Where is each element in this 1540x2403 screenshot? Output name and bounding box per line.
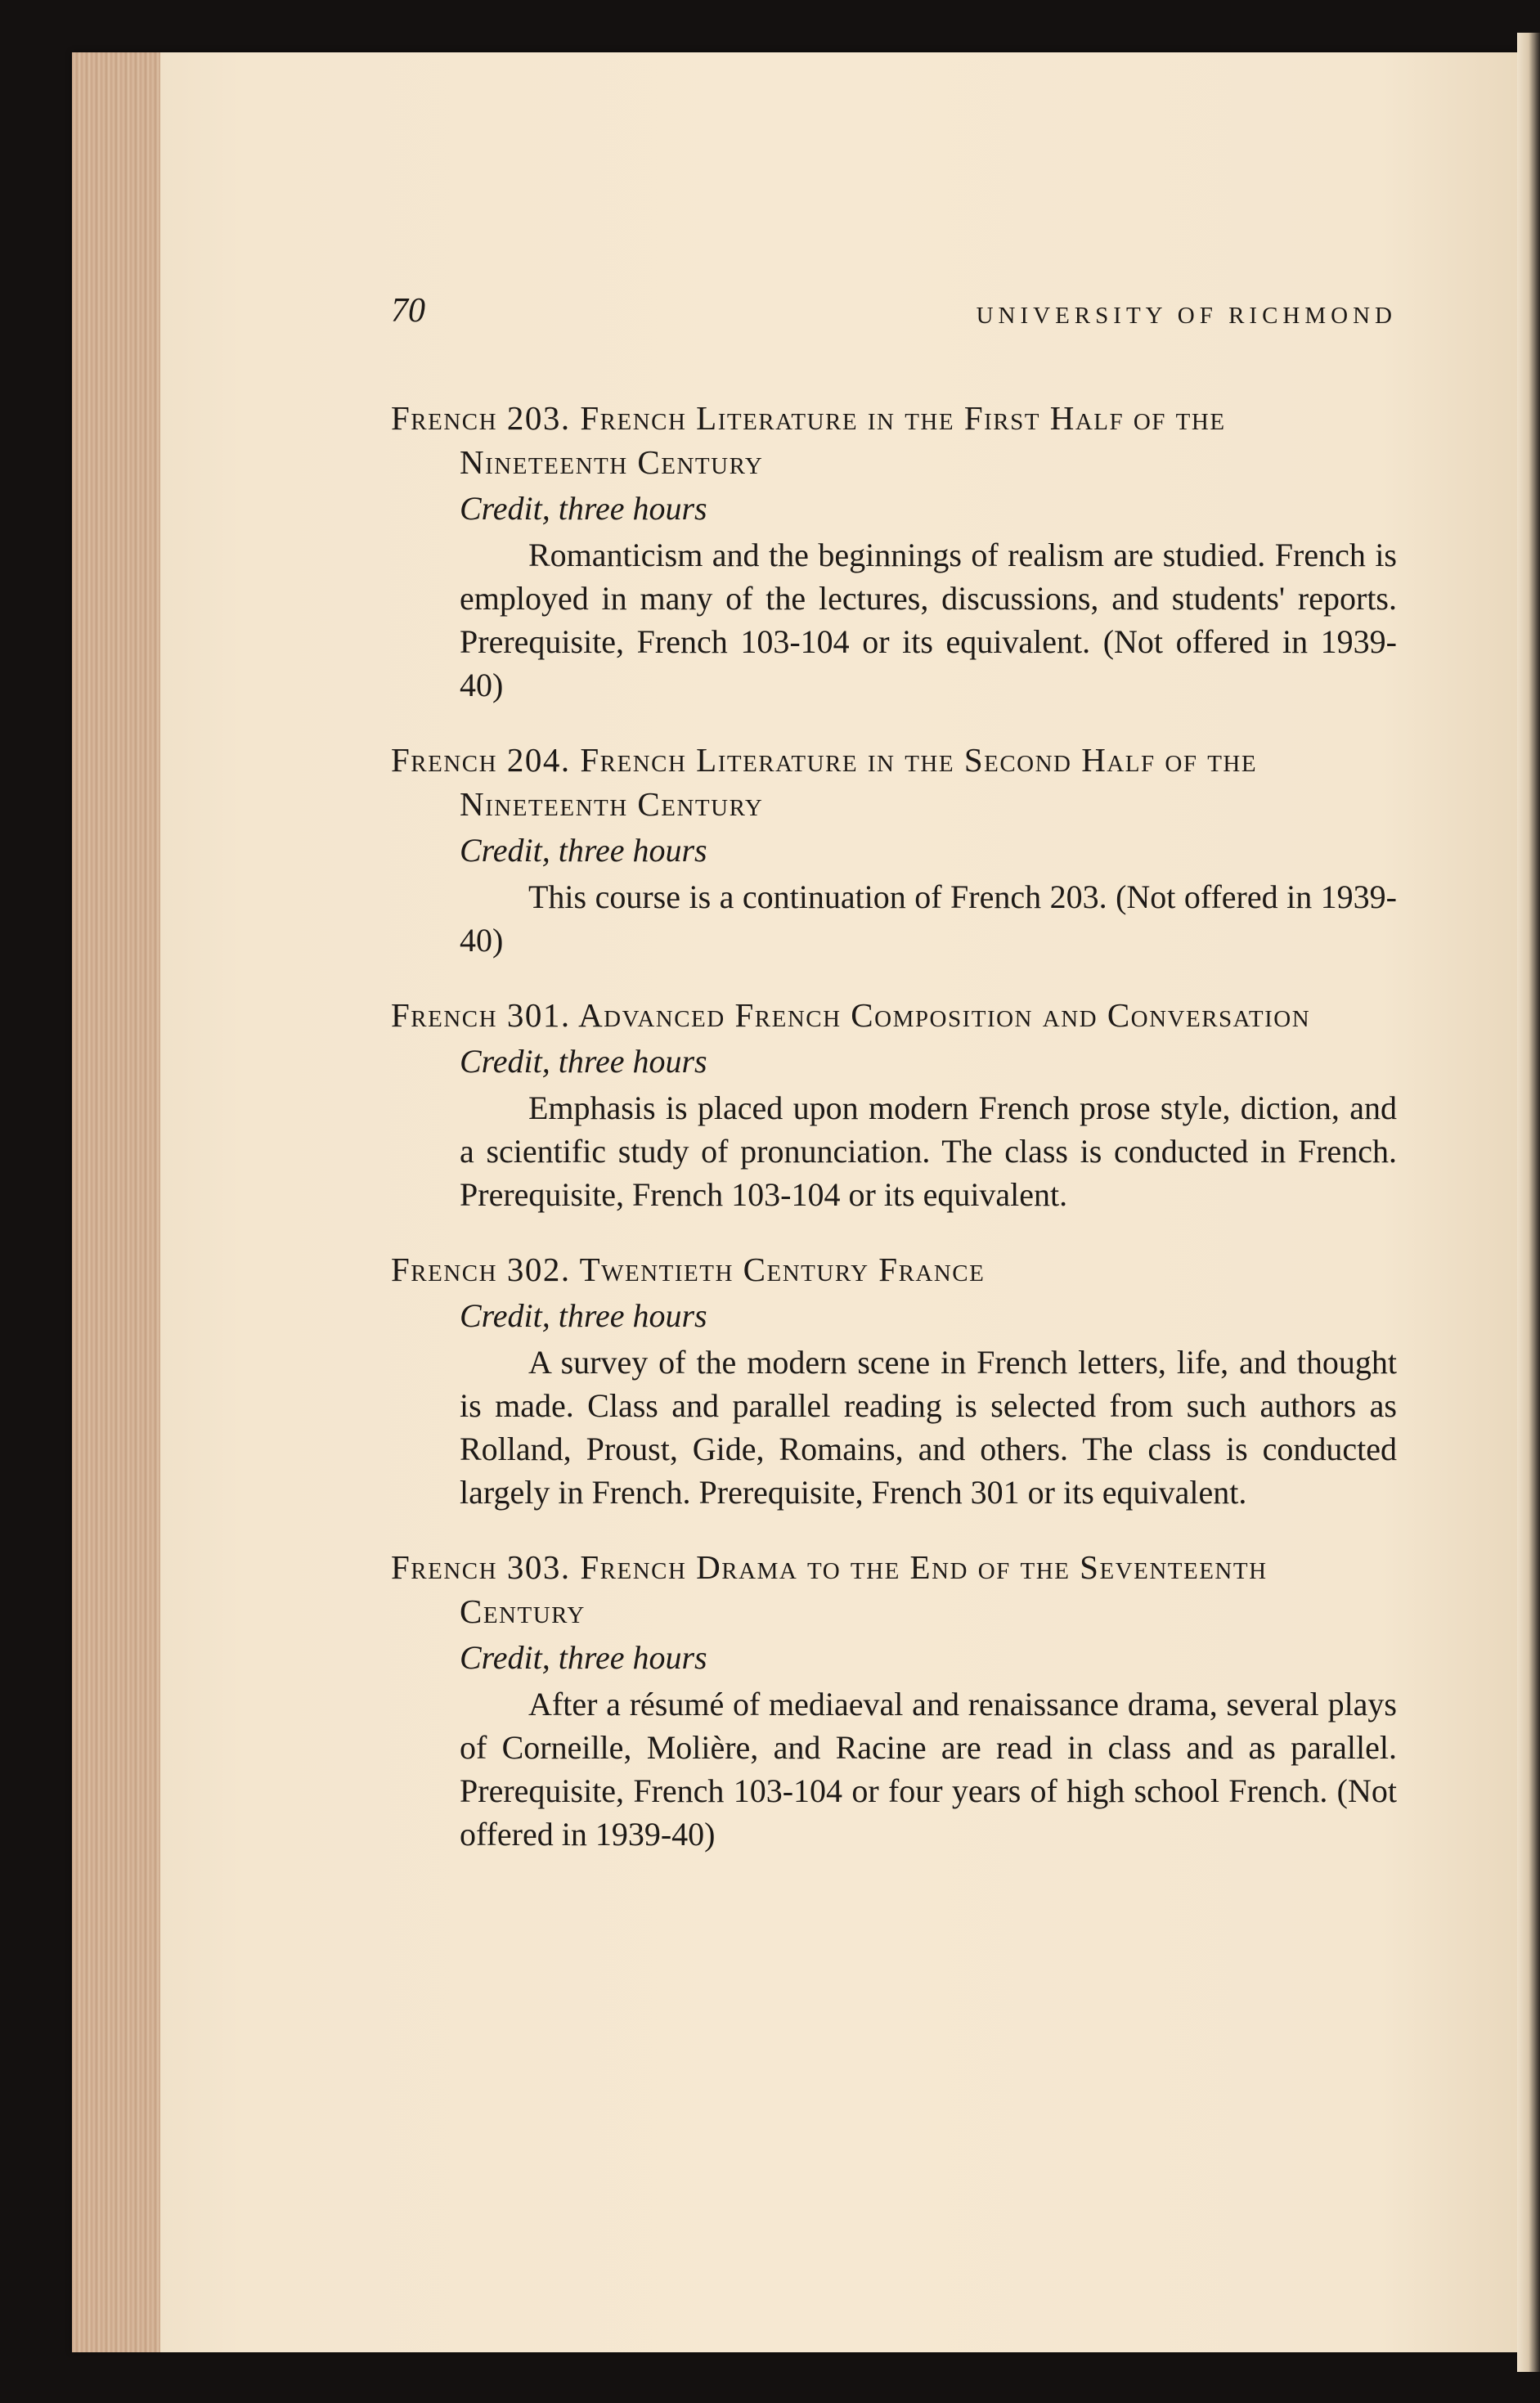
course-entry <box>391 1247 1397 1514</box>
course-description: After a résumé of mediaeval and renaissance drama, several plays of Corneille, Molière, and Racine are read in class and as parallel. Prerequisite, French 103-104 or four years of high school French. (Not offered in 1939-40) <box>460 1686 1397 1853</box>
course-title: French 301. Advanced French Composition and Conversation <box>391 996 1311 1034</box>
page-content <box>391 278 1397 1856</box>
page-number: 70 <box>391 292 425 330</box>
course-title: French 203. French Literature in the First Half of the Nineteenth Century <box>391 399 1226 481</box>
course-credit: Credit, three hours <box>460 1639 707 1676</box>
course-entry <box>391 738 1397 962</box>
course-credit: Credit, three hours <box>460 490 707 527</box>
course-title: French 302. Twentieth Century France <box>391 1251 986 1288</box>
course-description: Romanticism and the beginnings of realism are studied. French is employed in many of the lectures, discussions, and students' reports. Prerequisite, French 103-104 or its equivalent. (Not offered in 1939-40) <box>460 537 1397 703</box>
course-title: French 303. French Drama to the End of the Seventeenth Century <box>391 1548 1268 1630</box>
binding-shadow <box>1517 33 1540 2372</box>
course-credit: Credit, three hours <box>460 1043 707 1080</box>
course-entry <box>391 396 1397 707</box>
running-title: UNIVERSITY OF RICHMOND <box>976 303 1397 329</box>
course-description: A survey of the modern scene in French letters, life, and thought is made. Class and parallel reading is selected from such authors as Rolland, Proust, Gide, Romains, and others. The class is conducted largely in French. Prerequisite, French 301 or its equivalent. <box>460 1344 1397 1511</box>
course-credit: Credit, three hours <box>460 1297 707 1334</box>
course-title: French 204. French Literature in the Second Half of the Nineteenth Century <box>391 741 1258 823</box>
course-description: Emphasis is placed upon modern French prose style, diction, and a scientific study of pronunciation. The class is conducted in French. Prerequisite, French 103-104 or its equivalent. <box>460 1089 1397 1213</box>
page-header <box>391 278 1397 335</box>
page-stack-edge <box>72 52 160 2352</box>
course-entry <box>391 1545 1397 1856</box>
course-entry <box>391 993 1397 1216</box>
course-credit: Credit, three hours <box>460 832 707 869</box>
course-description: This course is a continuation of French 203. (Not offered in 1939-40) <box>460 878 1397 959</box>
